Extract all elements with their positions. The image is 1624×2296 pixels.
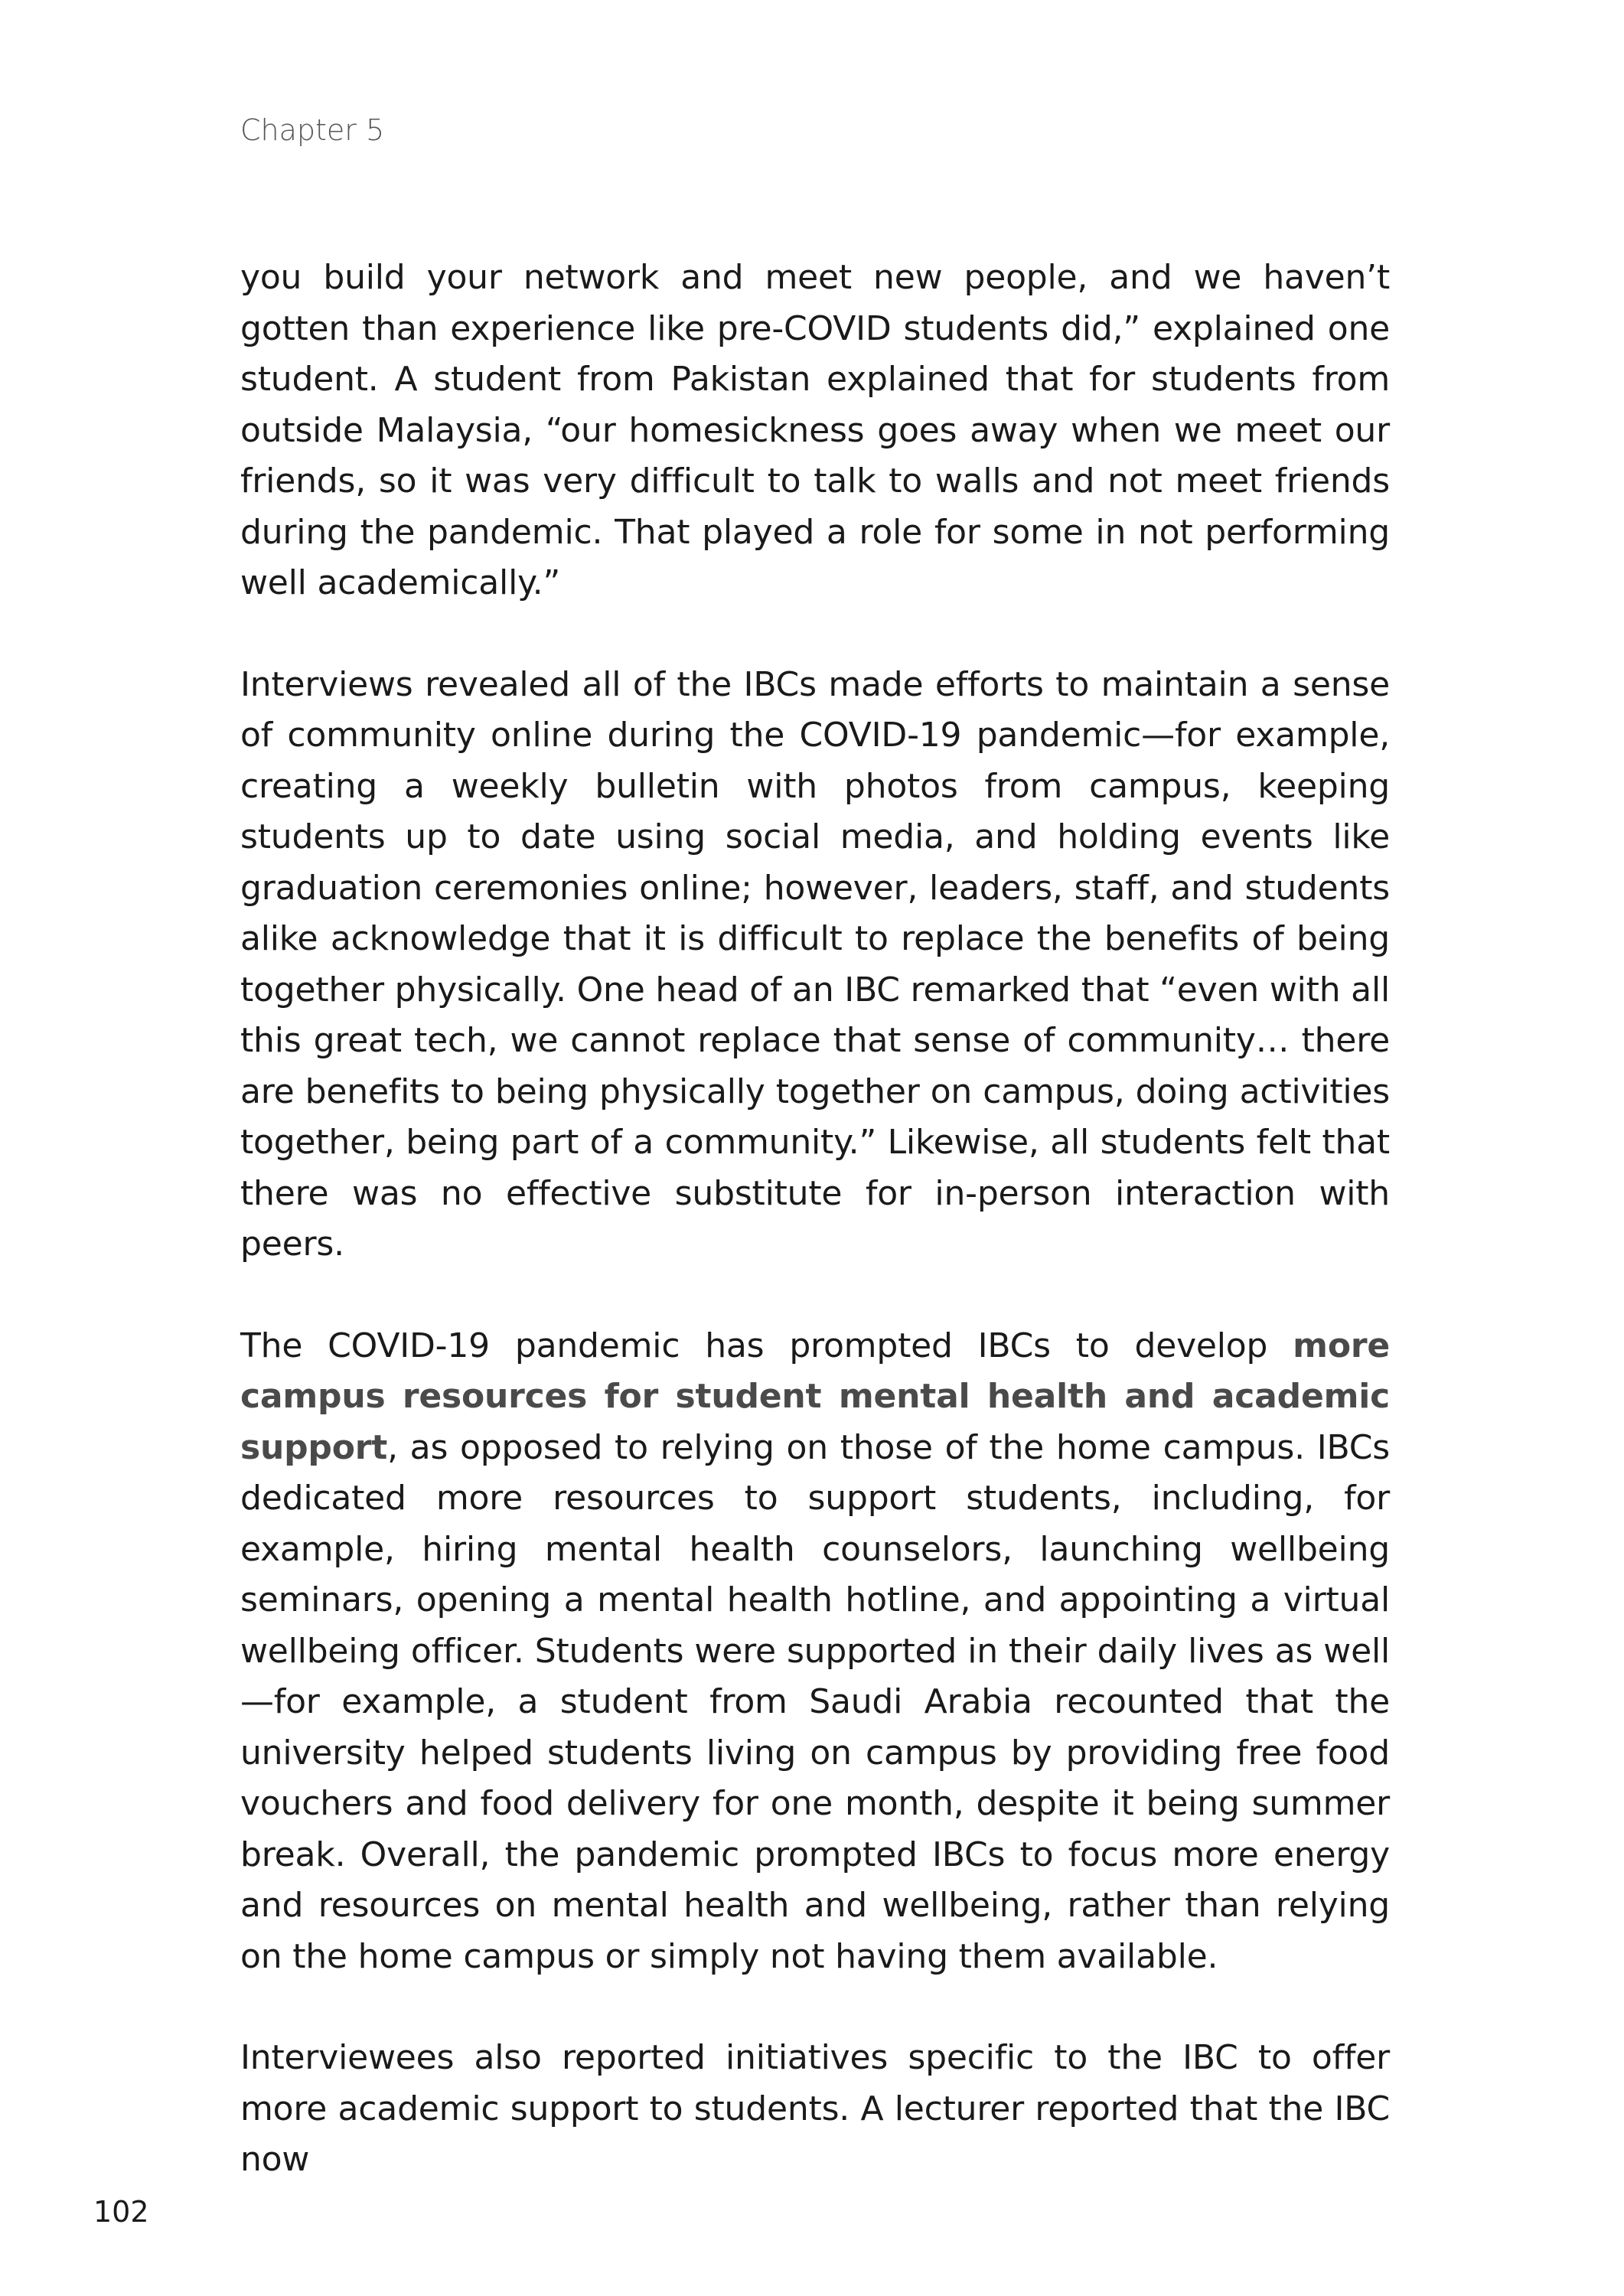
- paragraph-1: you build your network and meet new people, and we haven’t gotten than experience like pre-COVID students did,” explained one student. A student from Pakistan explained that for students from outside Malaysia, “our homesickness goes away when we meet our friends, so it was very difficult to talk to walls and not meet friends during the pandemic. That played a role for some in not performing well academically.”: [240, 258, 1390, 602]
- paragraph-4: Interviewees also reported initiatives specific to the IBC to offer more academic support to students. A lecturer reported that the IBC now: [240, 2038, 1390, 2179]
- paragraph-3-lead: The COVID-19 pandemic has prompted IBCs to develop: [240, 1326, 1293, 1365]
- paragraph-3: [240, 1321, 1390, 1983]
- paragraph-2: Interviews revealed all of the IBCs made efforts to maintain a sense of community online during the COVID-19 pandemic—for example, creating a weekly bulletin with photos from campus, keeping students up to date using social media, and holding events like graduation ceremonies online; however, leaders, staff, and students alike acknowledge that it is difficult to replace the benefits of being together physically. One head of an IBC remarked that “even with all this great tech, we cannot replace that sense of community… there are benefits to being physically together on campus, doing activities together, being part of a community.” Likewise, all students felt that there was no effective substitute for in-person interaction with peers.: [240, 664, 1390, 1264]
- body-text: [240, 253, 1390, 2236]
- paragraph-3-emphasis: more campus resources for student mental health and academic support: [240, 1326, 1390, 1467]
- page-number: 102: [93, 2195, 149, 2229]
- running-header: Chapter 5: [240, 113, 385, 147]
- paragraph-3-rest: , as opposed to relying on those of the home campus. IBCs dedicated more resources to support students, including, for example, hiring mental health counselors, launching wellbeing seminars, opening a mental health hotline, and appointing a virtual wellbeing officer. Students were supported in their daily lives as well—for example, a student from Saudi Arabia recounted that the university helped students living on campus by providing free food vouchers and food delivery for one month, despite it being summer break. Overall, the pandemic prompted IBCs to focus more energy and resources on mental health and wellbeing, rather than relying on the home campus or simply not having them available.: [240, 1427, 1390, 1976]
